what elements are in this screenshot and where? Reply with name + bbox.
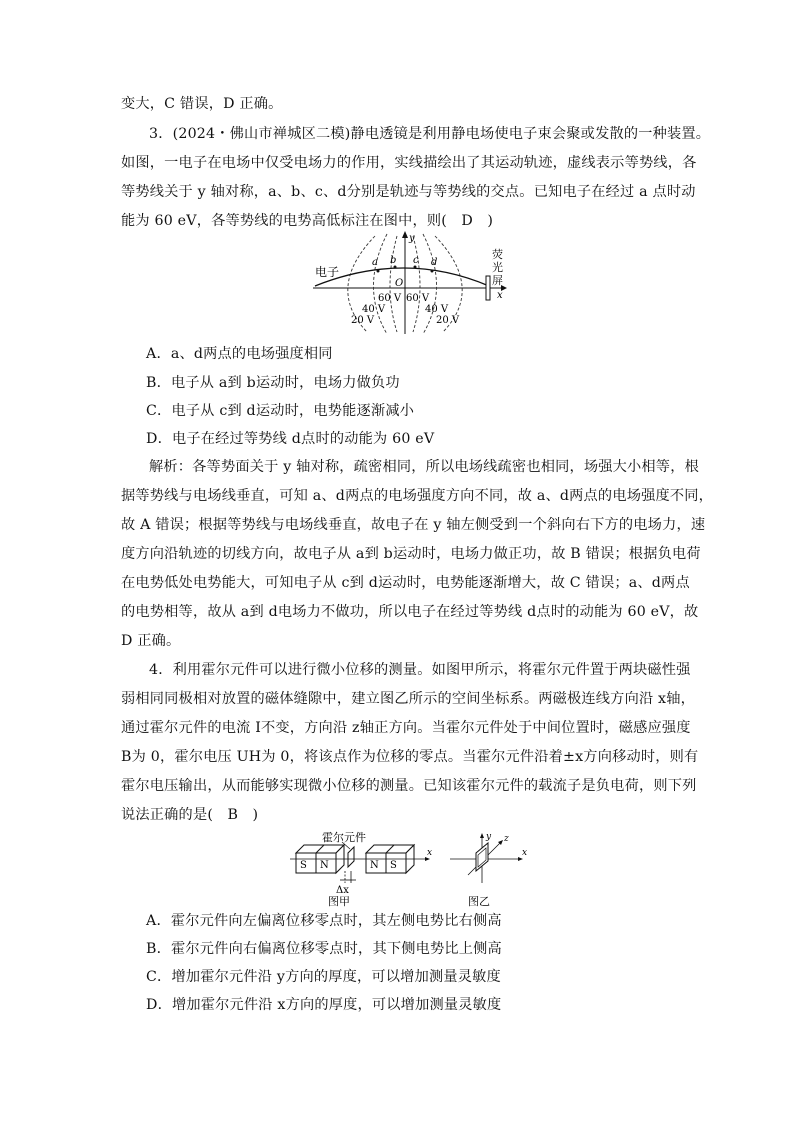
equipotential-40-right bbox=[423, 234, 437, 334]
analysis-line: 故 A 错误；根据等势线与电场线垂直，故电子在 y 轴左侧受到一个斜向右下方的电场力，速 bbox=[121, 517, 706, 533]
magnet-pole-label: S bbox=[390, 860, 397, 871]
analysis-line: 据等势线与电场线垂直，可知 a、d两点的电场强度方向不同，故 a、d两点的电场强度不同， bbox=[121, 488, 714, 504]
question-4-line: B为 0，霍尔电压 UH为 0，将该点作为位移的零点。当霍尔元件沿着±x方向移动时，则有 bbox=[121, 749, 699, 765]
z-axis-label-b: z bbox=[504, 834, 509, 844]
analysis-line: 在电势低处电势能大，可知电子从 c到 d运动时，电势能逐渐增大，故 C 错误；a、d两点 bbox=[121, 575, 690, 591]
equipotential-60-right bbox=[413, 236, 420, 332]
option-c: C．增加霍尔元件沿 y方向的厚度，可以增加测量灵敏度 bbox=[146, 969, 501, 985]
analysis-line: 度方向沿轨迹的切线方向，故电子从 a到 b运动时，电场力做正功，故 B 错误；根据负电荷 bbox=[121, 546, 701, 562]
label-c: c bbox=[413, 255, 419, 266]
question-3-line: 如图，一电子在电场中仅受电场力的作用，实线描绘出了其运动轨迹，虚线表示等势线，各 bbox=[121, 155, 697, 171]
question-4-line: 弱相同同极相对放置的磁体缝隙中，建立图乙所示的空间坐标系。两磁极连线方向沿 x轴， bbox=[121, 691, 696, 707]
screen-label-3: 屏 bbox=[492, 274, 503, 287]
magnet-pole-label: N bbox=[320, 860, 329, 871]
y-axis-label: y bbox=[409, 233, 415, 244]
analysis-line: 解析：各等势面关于 y 轴对称，疏密相同，所以电场线疏密也相同，场强大小相等，根 bbox=[149, 459, 699, 475]
question-4-line: 说法正确的是( B ) bbox=[121, 807, 259, 823]
screen-label-2: 光 bbox=[492, 261, 503, 274]
magnet-pole-label: S bbox=[300, 860, 307, 871]
label-a: a bbox=[372, 257, 378, 268]
analysis-line: 的电势相等，故从 a到 d电场力不做功，所以电子在经过等势线 d点时的动能为 60 eV，故 bbox=[121, 604, 699, 620]
hall-element-figure bbox=[290, 827, 530, 909]
question-4-line: 霍尔电压输出，从而能够实现微小位移的测量。已知该霍尔元件的载流子是负电荷，则下列 bbox=[121, 778, 697, 794]
potential-label: 60 V bbox=[378, 293, 402, 304]
delta-x-label: Δx bbox=[336, 885, 349, 896]
question-4-line: 4．利用霍尔元件可以进行微小位移的测量。如图甲所示，将霍尔元件置于两块磁性强 bbox=[149, 662, 691, 678]
x-axis-label-b: x bbox=[522, 848, 528, 858]
label-d: d bbox=[431, 257, 438, 268]
x-axis-label-a: x bbox=[427, 848, 433, 858]
y-axis-arrow-b bbox=[480, 833, 484, 838]
option-d: D．电子在经过等势线 d点时的动能为 60 eV bbox=[146, 431, 435, 447]
screen-label-1: 荧 bbox=[492, 248, 503, 261]
potential-label: 60 V bbox=[406, 293, 430, 304]
option-b: B．电子从 a到 b运动时，电场力做负功 bbox=[146, 375, 400, 391]
magnet-pole-label: N bbox=[370, 860, 379, 871]
potential-label: 20 V bbox=[436, 315, 460, 326]
potential-label: 20 V bbox=[351, 315, 375, 326]
option-c: C．电子从 c到 d运动时，电势能逐渐减小 bbox=[146, 403, 415, 419]
question-3-line: 能为 60 eV，各等势线的电势高低标注在图中，则( D ) bbox=[121, 213, 494, 229]
text-line: 变大，C 错误，D 正确。 bbox=[121, 96, 283, 112]
equipotential-40-left bbox=[374, 234, 388, 334]
electron-label: 电子 bbox=[315, 265, 340, 279]
point-a bbox=[377, 270, 380, 273]
potential-label: 40 V bbox=[362, 304, 386, 315]
electrostatic-lens-figure bbox=[305, 228, 520, 336]
hall-element-label: 霍尔元件 bbox=[322, 831, 366, 844]
y-axis-label-b: y bbox=[486, 832, 492, 842]
analysis-line: D 正确。 bbox=[121, 633, 181, 649]
fluorescent-screen bbox=[486, 276, 490, 300]
caption-fig-b: 图乙 bbox=[468, 895, 490, 908]
x-axis-label: x bbox=[497, 290, 503, 301]
question-3-line: 3．(2024・佛山市禅城区二模)静电透镜是利用静电场使电子束会聚或发散的一种装置。 bbox=[149, 126, 711, 142]
option-a: A．a、d两点的电场强度相同 bbox=[146, 346, 333, 362]
origin-label: O bbox=[395, 278, 404, 289]
potential-label: 40 V bbox=[425, 304, 449, 315]
question-3-line: 等势线关于 y 轴对称，a、b、c、d分别是轨迹与等势线的交点。已知电子在经过 a 点时动 bbox=[121, 184, 696, 200]
label-b: b bbox=[390, 255, 397, 266]
option-a: A．霍尔元件向左偏离位移零点时，其左侧电势比右侧高 bbox=[146, 913, 502, 929]
option-d: D．增加霍尔元件沿 x方向的厚度，可以增加测量灵敏度 bbox=[146, 997, 502, 1013]
option-b: B．霍尔元件向右偏离位移零点时，其下侧电势比上侧高 bbox=[146, 941, 502, 957]
caption-fig-a: 图甲 bbox=[328, 895, 350, 908]
question-4-line: 通过霍尔元件的电流 I不变，方向沿 z轴正方向。当霍尔元件处于中间位置时，磁感应强度 bbox=[121, 720, 691, 736]
hall-element-plate bbox=[348, 847, 354, 867]
point-d bbox=[431, 270, 434, 273]
y-axis-arrow bbox=[402, 231, 408, 238]
